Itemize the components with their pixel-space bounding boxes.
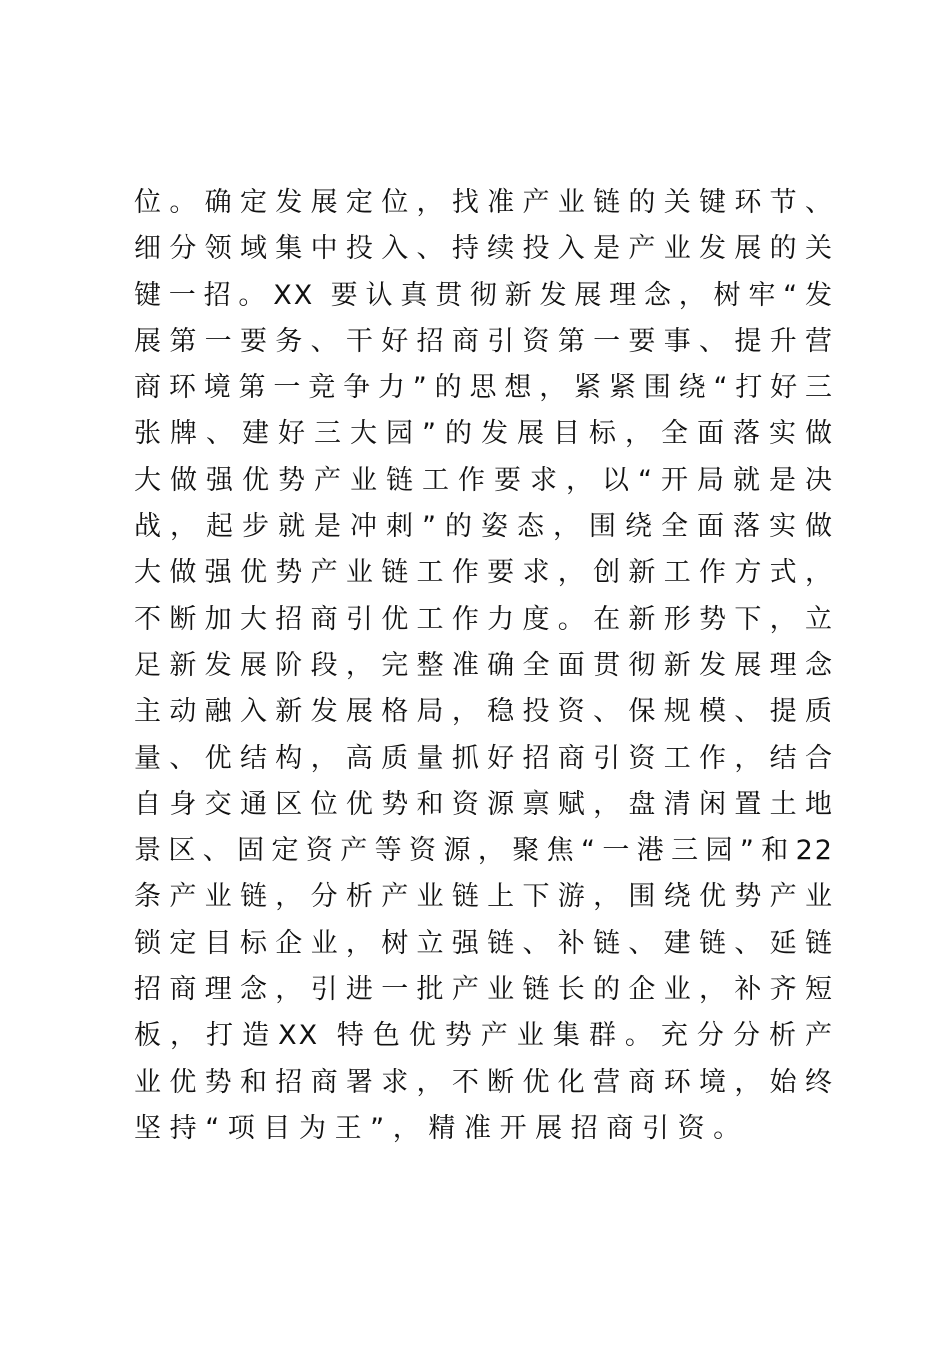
text-line-1: 位。确定发展定位，找准产业链的关键环节、 bbox=[134, 187, 834, 218]
text-line-10: 不断加大招商引优工作力度。在新形势下，立 bbox=[134, 603, 834, 635]
text-line-16: 条产业链，分析产业链上下游，围绕优势产业 bbox=[134, 881, 834, 913]
text-line-18: 招商理念，引进一批产业链长的企业，补齐短 bbox=[134, 974, 834, 1006]
text-line-4: 展第一要务、干好招商引资第一要事、提升营 bbox=[134, 325, 834, 357]
text-line-19: 板，打造XX 特色优势产业集群。充分分析产 bbox=[134, 1020, 834, 1052]
text-line-5: 商环境第一竞争力”的思想，紧紧围绕“打好三 bbox=[134, 372, 834, 404]
text-line-8: 战，起步就是冲刺”的姿态，围绕全面落实做 bbox=[134, 511, 834, 543]
text-line-20: 业优势和招商署求，不断优化营商环境，始终 bbox=[134, 1066, 834, 1098]
text-line-9: 大做强优势产业链工作要求，创新工作方式， bbox=[134, 557, 834, 589]
text-line-6: 张牌、建好三大园”的发展目标，全面落实做 bbox=[134, 418, 834, 450]
text-line-15: 景区、固定资产等资源，聚焦“一港三园”和22 bbox=[134, 835, 834, 867]
text-line-17: 锁定目标企业，树立强链、补链、建链、延链 bbox=[134, 927, 834, 959]
text-line-21: 坚持“项目为王”，精准开展招商引资。 bbox=[134, 1112, 749, 1144]
text-line-11: 足新发展阶段，完整准确全面贯彻新发展理念 bbox=[134, 649, 834, 681]
text-line-7: 大做强优势产业链工作要求，以“开局就是决 bbox=[134, 464, 834, 496]
text-line-2: 细分领域集中投入、持续投入是产业发展的关 bbox=[134, 233, 834, 265]
text-line-3: 键一招。XX 要认真贯彻新发展理念，树牢“发 bbox=[134, 279, 834, 311]
body-paragraph bbox=[134, 180, 834, 1152]
text-line-13: 量、优结构，高质量抓好招商引资工作，结合 bbox=[134, 742, 834, 774]
text-line-12: 主动融入新发展格局，稳投资、保规模、提质 bbox=[134, 696, 834, 728]
text-line-14: 自身交通区位优势和资源禀赋，盘清闲置土地 bbox=[134, 788, 834, 820]
